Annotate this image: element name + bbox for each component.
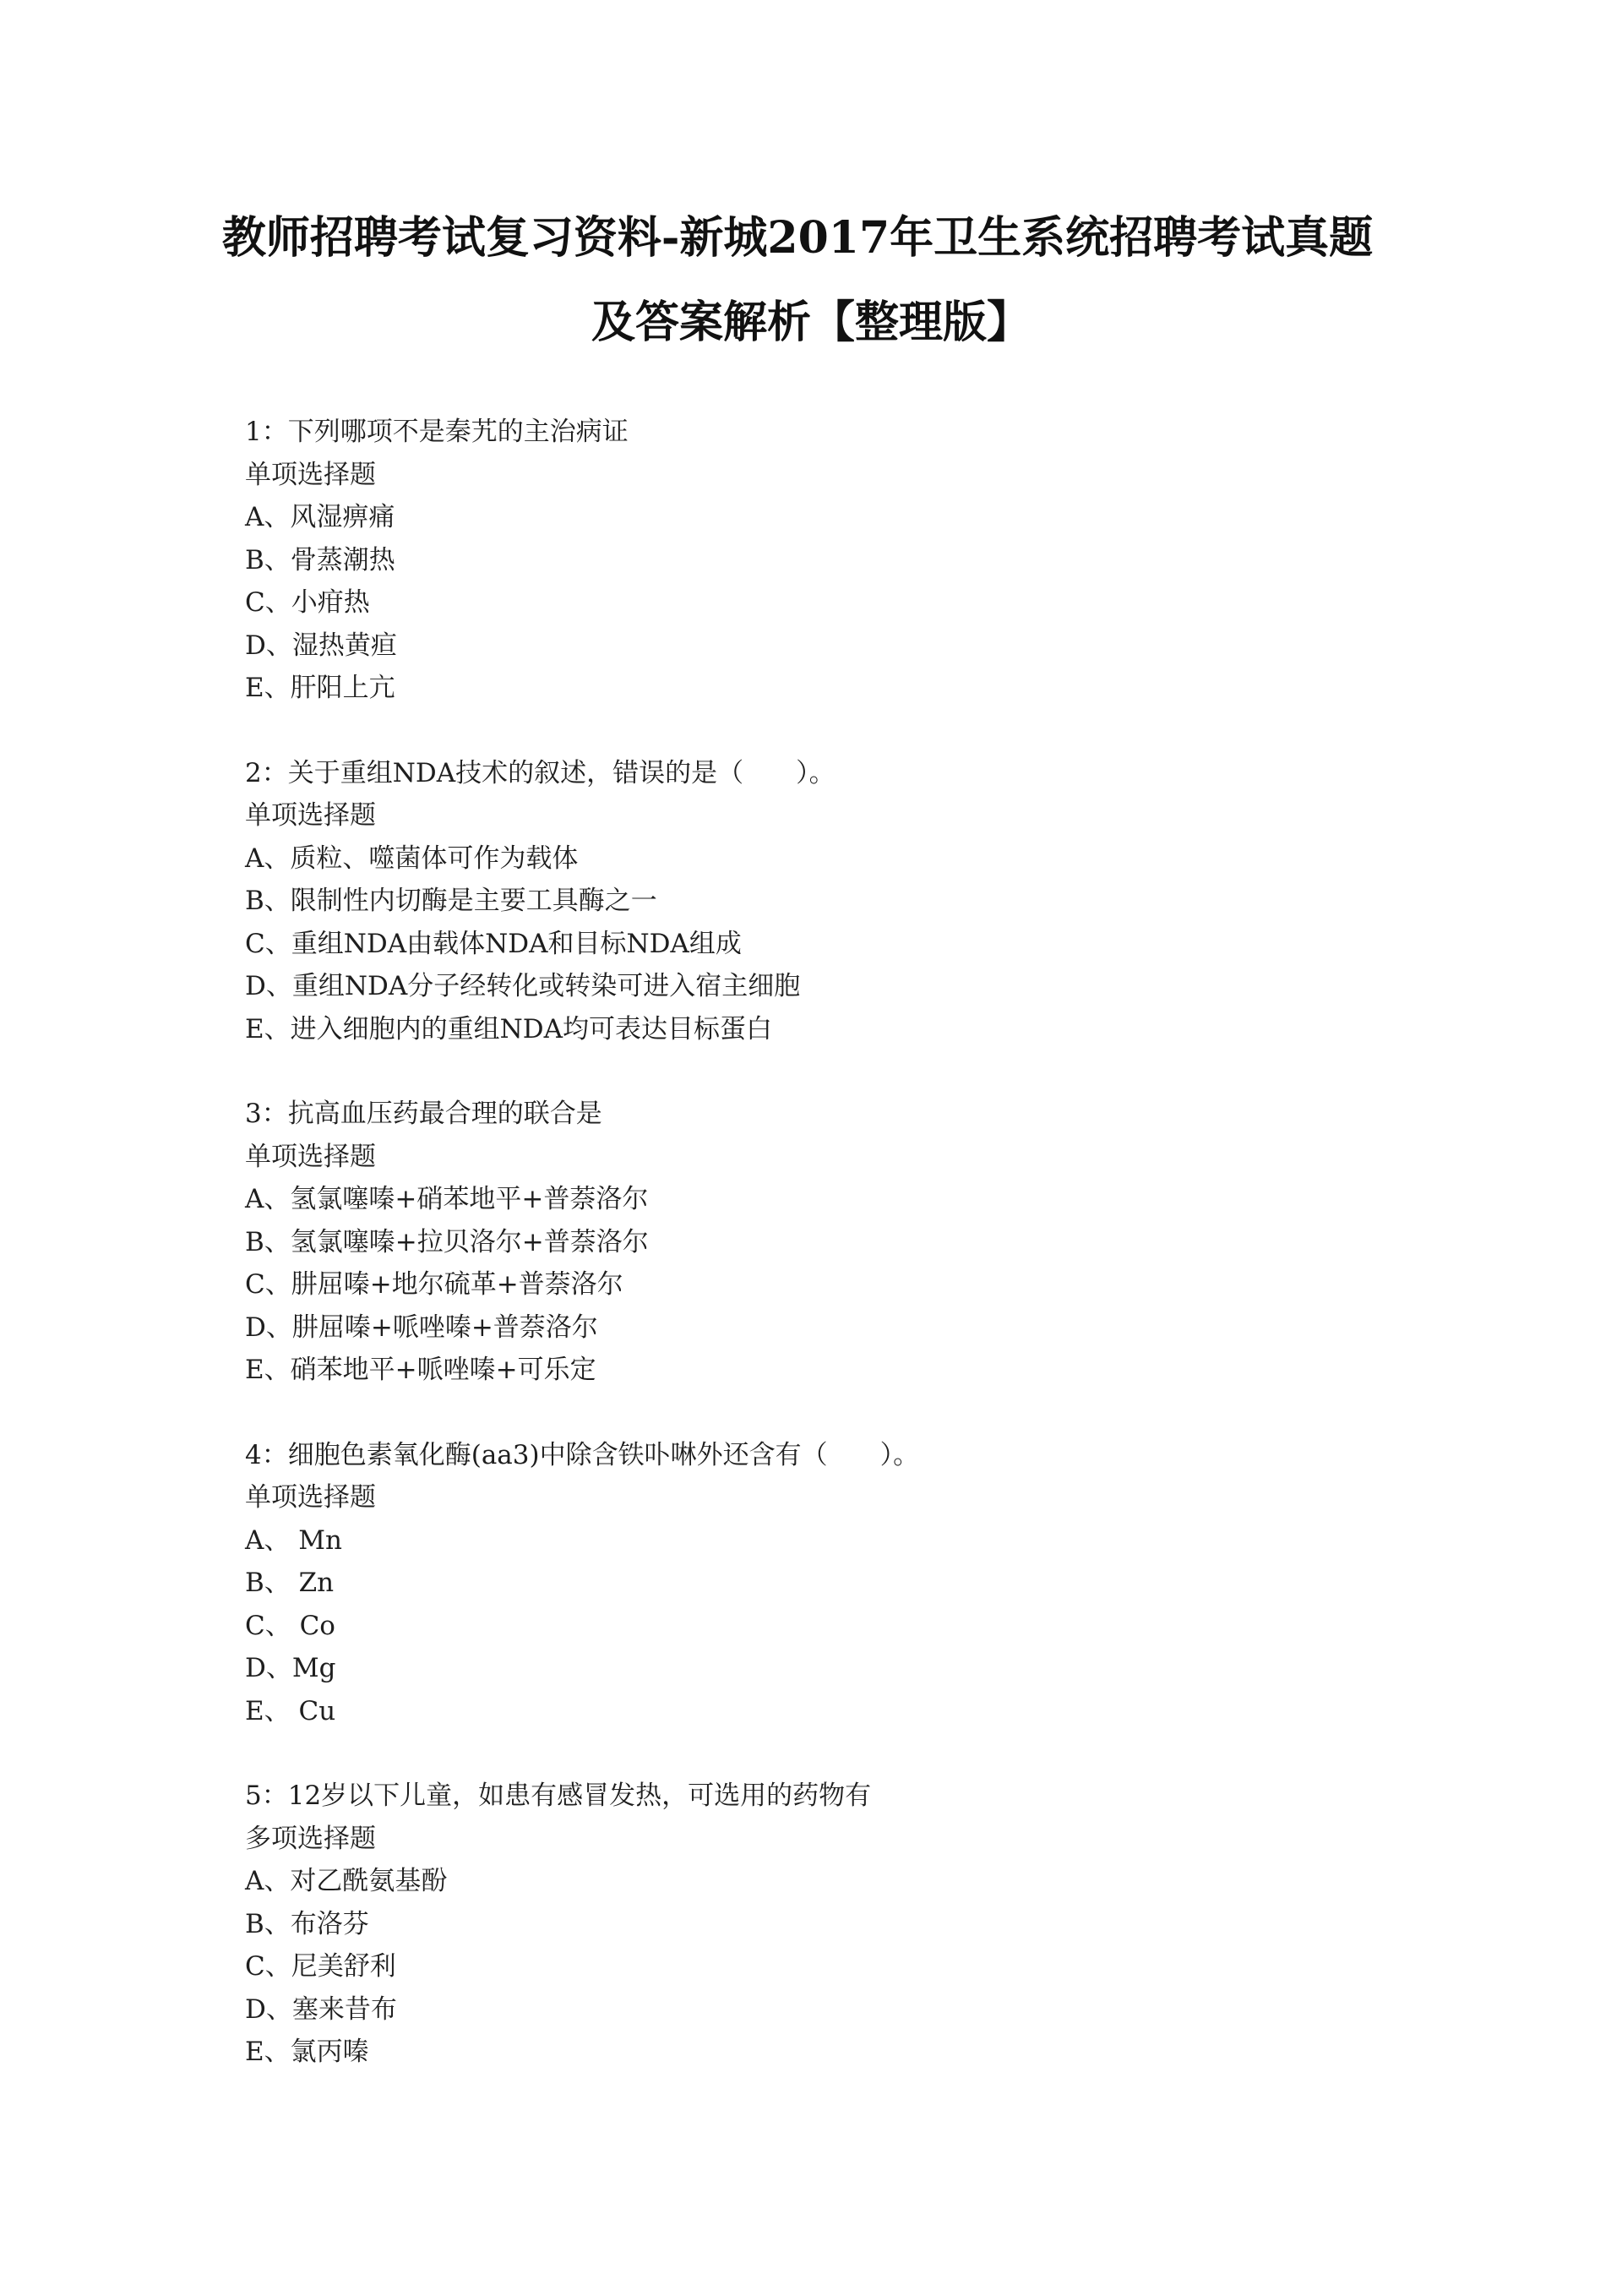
option-d: D、湿热黄疸 xyxy=(245,630,397,661)
question-2 xyxy=(245,752,1512,1051)
option-c: C、小疳热 xyxy=(245,587,370,618)
question-type: 单项选择题 xyxy=(245,800,376,831)
option-e: E、氯丙嗪 xyxy=(245,2037,369,2067)
question-type: 多项选择题 xyxy=(245,1823,376,1854)
question-type: 单项选择题 xyxy=(245,459,376,490)
option-e: E、肝阳上亢 xyxy=(245,673,395,703)
document-title-line-1: 教师招聘考试复习资料-新城2017年卫生系统招聘考试真题 xyxy=(221,212,1374,264)
option-a: A、对乙酰氨基酚 xyxy=(245,1866,448,1896)
document-title-line-2: 及答案解析【整理版】 xyxy=(591,297,1031,348)
question-stem: 2：关于重组NDA技术的叙述，错误的是（ ）。 xyxy=(245,757,835,788)
option-e: E、进入细胞内的重组NDA均可表达目标蛋白 xyxy=(245,1013,772,1044)
question-1 xyxy=(245,411,1512,710)
question-stem: 1：下列哪项不是秦艽的主治病证 xyxy=(245,417,629,447)
option-b: B、限制性内切酶是主要工具酶之一 xyxy=(245,886,657,916)
option-e: E、 Cu xyxy=(245,1695,336,1726)
question-4 xyxy=(245,1434,1512,1733)
option-c: C、尼美舒利 xyxy=(245,1951,396,1982)
question-3 xyxy=(245,1093,1512,1392)
option-c: C、 Co xyxy=(245,1610,335,1641)
option-a: A、风湿痹痛 xyxy=(245,502,395,532)
option-d: D、Mg xyxy=(245,1653,336,1683)
option-d: D、重组NDA分子经转化或转染可进入宿主细胞 xyxy=(245,971,801,1001)
option-b: B、氢氯噻嗪+拉贝洛尔+普萘洛尔 xyxy=(245,1226,649,1257)
option-b: B、布洛芬 xyxy=(245,1908,369,1939)
option-a: A、氢氯噻嗪+硝苯地平+普萘洛尔 xyxy=(245,1184,649,1214)
question-5 xyxy=(245,1775,1512,2074)
question-stem: 3：抗高血压药最合理的联合是 xyxy=(245,1099,602,1129)
question-list xyxy=(245,411,1512,2116)
option-e: E、硝苯地平+哌唑嗪+可乐定 xyxy=(245,1355,596,1385)
option-c: C、肼屈嗪+地尔硫革+普萘洛尔 xyxy=(245,1269,623,1300)
question-stem: 5：12岁以下儿童，如患有感冒发热，可选用的药物有 xyxy=(245,1781,872,1811)
question-type: 单项选择题 xyxy=(245,1141,376,1172)
option-a: A、 Mn xyxy=(245,1524,342,1556)
option-c: C、重组NDA由载体NDA和目标NDA组成 xyxy=(245,928,742,959)
option-a: A、质粒、噬菌体可作为载体 xyxy=(245,843,579,874)
option-b: B、 Zn xyxy=(245,1568,335,1598)
question-type: 单项选择题 xyxy=(245,1482,376,1513)
option-b: B、骨蒸潮热 xyxy=(245,544,395,575)
option-d: D、肼屈嗪+哌唑嗪+普萘洛尔 xyxy=(245,1312,598,1343)
option-d: D、塞来昔布 xyxy=(245,1993,397,2025)
question-stem: 4：细胞色素氧化酶(aa3)中除含铁卟啉外还含有（ ）。 xyxy=(245,1439,920,1470)
